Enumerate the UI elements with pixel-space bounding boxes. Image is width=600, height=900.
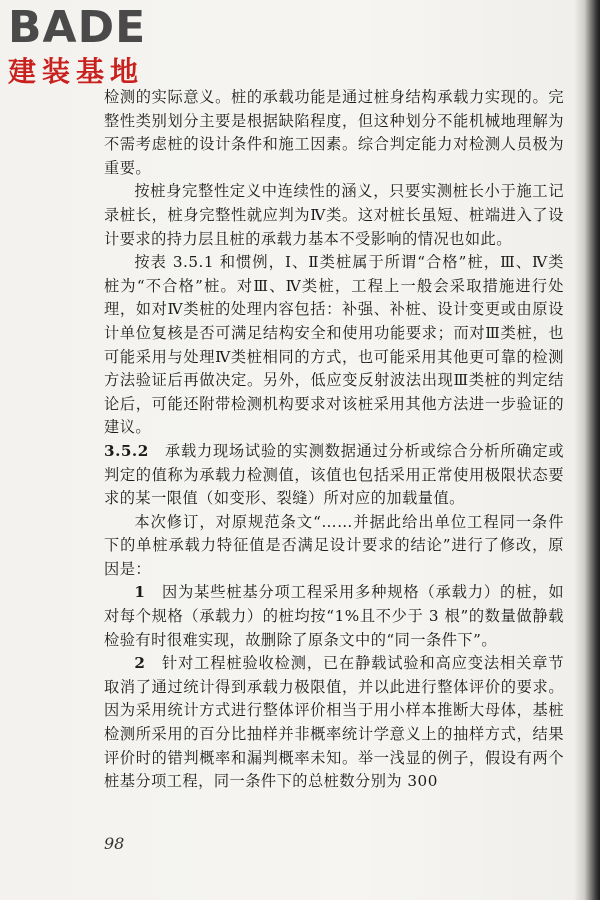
paragraph-pile-classification: 按表 3.5.1 和惯例，Ⅰ、Ⅱ类桩属于所谓“合格”桩，Ⅲ、Ⅳ类桩为“不合格”桩。对Ⅲ、Ⅳ类桩，工程上一般会采取措施进行处理，如对Ⅳ类桩的处理内容包括：补强、补桩、设计变更或由原设计单位复核是否可满足结构安全和使用功能要求；而对Ⅲ类桩，也可能采用与处理Ⅳ类桩相同的方式，也可能采用其他更可靠的检测方法验证后再做决定。另外，低应变反射波法出现Ⅲ类桩的判定结论后，可能还附带检测机构要求对该桩采用其他方法进一步验证的建议。 bbox=[104, 253, 564, 437]
section-3-5-2 bbox=[104, 440, 564, 511]
section-text: 承载力现场试验的实测数据通过分析或综合分析所确定或判定的值称为承载力检测值，该值也包括采用正常使用极限状态要求的某一限值（如变形、裂缝）所对应的加载量值。 bbox=[104, 441, 564, 508]
section-number: 3.5.2 bbox=[104, 441, 149, 460]
list-item-number: 2 bbox=[134, 654, 146, 673]
list-item-number: 1 bbox=[134, 583, 146, 602]
list-item-text: 因为某些桩基分项工程采用多种规格（承载力）的桩，如对每个规格（承载力）的桩均按“1%且不少于 3 根”的数量做静载检验有时很难实现，故删除了原条文中的“同一条件下”。 bbox=[104, 583, 564, 649]
page-number: 98 bbox=[104, 834, 125, 853]
paragraph-integrity-definition: 按桩身完整性定义中连续性的涵义，只要实测桩长小于施工记录桩长，桩身完整性就应判为Ⅳ类。这对桩长虽短、桩端进入了设计要求的持力层且桩的承载力基本不受影响的情况也如此。 bbox=[104, 182, 564, 248]
body-text bbox=[104, 86, 564, 794]
list-item-1 bbox=[104, 581, 564, 652]
list-item-2 bbox=[104, 652, 564, 794]
watermark-logo bbox=[8, 4, 178, 96]
paragraph-continuation: 检测的实际意义。桩的承载功能是通过桩身结构承载力实现的。完整性类别划分主要是根据缺陷程度，但这种划分不能机械地理解为不需考虑桩的设计条件和施工因素。综合判定能力对检测人员极为重要。 bbox=[104, 88, 564, 177]
logo-chinese-text: 建装基地 bbox=[8, 55, 145, 88]
logo-wordmark: BADE bbox=[8, 2, 147, 53]
list-item-text: 针对工程桩验收检测，已在静载试验和高应变法相关章节取消了通过统计得到承载力极限值，并以此进行整体评价的要求。因为采用统计方式进行整体评价相当于用小样本推断大母体，基桩检测所采用的百分比抽样并非概率统计学意义上的抽样方式，结果评价时的错判概率和漏判概率未知。举一浅显的例子，假设有两个桩基分项工程，同一条件下的总桩数分别为 300 bbox=[104, 654, 564, 791]
paragraph-revision-reason: 本次修订，对原规范条文“……并据此给出单位工程同一条件下的单桩承载力特征值是否满足设计要求的结论”进行了修改，原因是： bbox=[104, 512, 564, 578]
page-binding-edge bbox=[574, 0, 600, 900]
